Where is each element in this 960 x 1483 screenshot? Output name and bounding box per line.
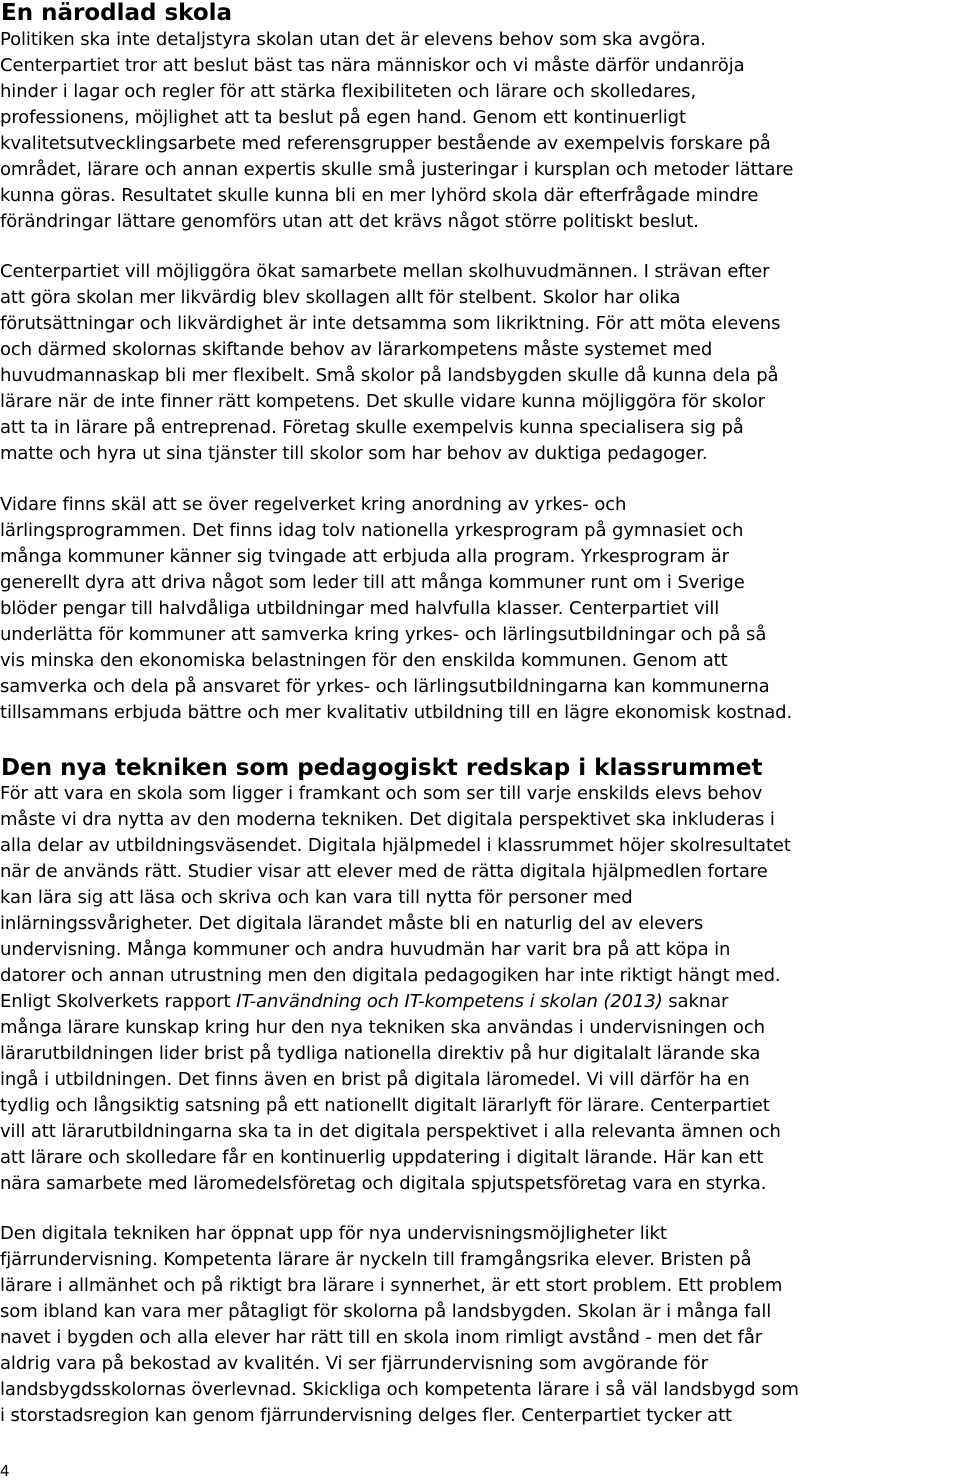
section-heading-ny-teknik: Den nya tekniken som pedagogiskt redskap i klassrummet (1, 755, 763, 781)
text-line: samverka och dela på ansvaret för yrkes- och lärlingsutbildningarna kan kommunerna (0, 676, 770, 697)
text-line: måste vi dra nytta av den moderna tekniken. Det digitala perspektivet ska inkluderas i (0, 809, 775, 830)
text-line: kunna göras. Resultatet skulle kunna bli en mer lyhörd skola där efterfrågade mindre (0, 185, 759, 206)
text-line: att göra skolan mer likvärdig blev skollagen allt för stelbent. Skolor har olika (0, 287, 681, 308)
text-line: generellt dyra att driva något som leder till att många kommuner runt om i Sverige (0, 572, 745, 593)
text-line: och därmed skolornas skiftande behov av lärarkompetens måste systemet med (0, 339, 713, 360)
page-number: 4 (0, 1462, 10, 1480)
text-line: tillsammans erbjuda bättre och mer kvalitativ utbildning till en lägre ekonomisk kostnad. (0, 702, 793, 723)
text-line: tydlig och långsiktig satsning på ett nationellt digitalt lärarlyft för lärare. Centerpartiet (0, 1095, 770, 1116)
text-line: området, lärare och annan expertis skulle små justeringar i kursplan och metoder lättare (0, 159, 794, 180)
text-line: För att vara en skola som ligger i framkant och som ser till varje enskilds elevs behov (0, 783, 763, 804)
report-title: IT-användning och IT-kompetens i skolan (2013) (236, 991, 663, 1012)
text-line: lärarutbildningen lider brist på tydliga nationella direktiv på hur digitalalt lärande ska (0, 1043, 761, 1064)
text-line: många lärare kunskap kring hur den nya tekniken ska användas i undervisningen och (0, 1017, 765, 1038)
text-line: förutsättningar och likvärdighet är inte detsamma som likriktning. För att möta elevens (0, 313, 781, 334)
text-line: Vidare finns skäl att se över regelverket kring anordning av yrkes- och (0, 494, 627, 515)
paragraph-digital-teknik (0, 781, 960, 1197)
text-line: huvudmannaskap bli mer flexibelt. Små skolor på landsbygden skulle då kunna dela på (0, 365, 779, 386)
report-prefix: Enligt Skolverkets rapport (0, 991, 237, 1012)
text-line: förändringar lättare genomförs utan att det krävs något större politiskt beslut. (0, 211, 699, 232)
text-line: aldrig vara på bekostad av kvalitén. Vi ser fjärrundervisning som avgörande för (0, 1353, 708, 1374)
text-line: lärare i allmänhet och på riktigt bra lärare i synnerhet, är ett stort problem. Ett problem (0, 1275, 783, 1296)
text-line: inlärningssvårigheter. Det digitala lärandet måste bli en naturlig del av elevers (0, 913, 704, 934)
text-line: många kommuner känner sig tvingade att erbjuda alla program. Yrkesprogram är (0, 546, 729, 567)
text-line: navet i bygden och alla elever har rätt till en skola inom rimligt avstånd - men det får (0, 1327, 763, 1348)
text-line: blöder pengar till halvdåliga utbildningar med halvfulla klasser. Centerpartiet vill (0, 598, 720, 619)
text-line: Den digitala tekniken har öppnat upp för nya undervisningsmöjligheter likt (0, 1223, 667, 1244)
text-line: kvalitetsutvecklingsarbete med referensgrupper bestående av exempelvis forskare på (0, 133, 771, 154)
text-line: professionens, möjlighet att ta beslut på egen hand. Genom ett kontinuerligt (0, 107, 686, 128)
text-line: att lärare och skolledare får en kontinuerlig uppdatering i digitalt lärande. Här kan ett (0, 1147, 764, 1168)
text-line: Politiken ska inte detaljstyra skolan utan det är elevens behov som ska avgöra. (0, 29, 706, 50)
text-line: hinder i lagar och regler för att stärka flexibiliteten och lärare och skolledares, (0, 81, 697, 102)
paragraph-detaljstyra (0, 27, 960, 235)
text-line: kan lära sig att läsa och skriva och kan vara till nytta för personer med (0, 887, 633, 908)
text-line: underlätta för kommuner att samverka kring yrkes- och lärlingsutbildningar och på så (0, 624, 767, 645)
text-line: Centerpartiet vill möjliggöra ökat samarbete mellan skolhuvudmännen. I strävan efter (0, 261, 770, 282)
report-suffix: saknar (662, 991, 729, 1012)
text-line: lärlingsprogrammen. Det finns idag tolv nationella yrkesprogram på gymnasiet och (0, 520, 744, 541)
text-line: som ibland kan vara mer påtagligt för skolorna på landsbygden. Skolan är i många fall (0, 1301, 772, 1322)
paragraph-samarbete (0, 259, 960, 467)
text-line: landsbygdsskolornas överlevnad. Skickliga och kompetenta lärare i så väl landsbygd som (0, 1379, 799, 1400)
paragraph-yrkesprogram (0, 492, 960, 726)
text-line: när de används rätt. Studier visar att elever med de rätta digitala hjälpmedlen fortare (0, 861, 768, 882)
text-line: Centerpartiet tror att beslut bäst tas nära människor och vi måste därför undanröja (0, 55, 745, 76)
text-line: ingå i utbildningen. Det finns även en brist på digitala läromedel. Vi vill därför ha en (0, 1069, 750, 1090)
section-heading-narodlad-skola: En närodlad skola (1, 0, 233, 26)
text-line: vill att lärarutbildningarna ska ta in det digitala perspektivet i alla relevanta ämnen och (0, 1121, 781, 1142)
text-line-report-reference (0, 989, 960, 1015)
text-line: att ta in lärare på entreprenad. Företag skulle exempelvis kunna specialisera sig på (0, 417, 744, 438)
text-line: datorer och annan utrustning men den digitala pedagogiken har inte riktigt hängt med. (0, 965, 781, 986)
text-line: alla delar av utbildningsväsendet. Digitala hjälpmedel i klassrummet höjer skolresultatet (0, 835, 791, 856)
text-line: nära samarbete med läromedelsföretag och digitala spjutspetsföretag vara en styrka. (0, 1173, 767, 1194)
text-line: i storstadsregion kan genom fjärrundervisning delges fler. Centerpartiet tycker att (0, 1405, 732, 1426)
text-line: fjärrundervisning. Kompetenta lärare är nyckeln till framgångsrika elever. Bristen på (0, 1249, 752, 1270)
paragraph-fjarrundervisning (0, 1221, 960, 1429)
text-line: undervisning. Många kommuner och andra huvudmän har varit bra på att köpa in (0, 939, 731, 960)
text-line: lärare när de inte finner rätt kompetens. Det skulle vidare kunna möjliggöra för skolor (0, 391, 765, 412)
text-line: matte och hyra ut sina tjänster till skolor som har behov av duktiga pedagoger. (0, 443, 708, 464)
text-line: vis minska den ekonomiska belastningen för den enskilda kommunen. Genom att (0, 650, 728, 671)
